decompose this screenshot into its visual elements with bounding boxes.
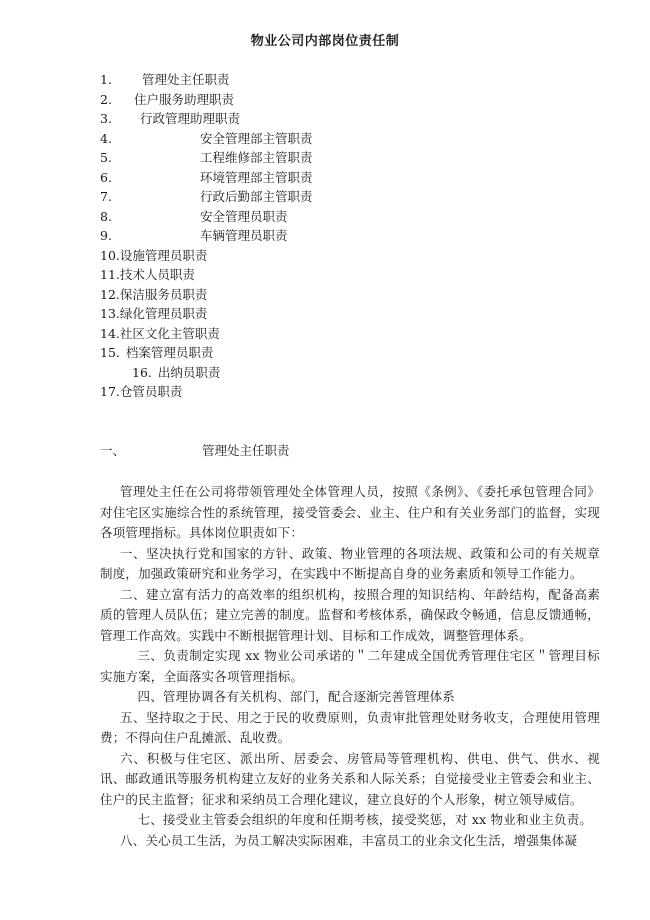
section-paragraph: 五、坚持取之于民、用之于民的收费原则，负责审批管理处财务收支，合理使用管理费；不得向住户乱摊派、乱收费。 <box>100 709 600 745</box>
section-paragraph: 七、接受业主管委会组织的年度和任期考核，接受奖惩，对 xx 物业和业主负责。 <box>137 812 593 827</box>
toc-item <box>100 304 560 324</box>
section-number: 一、 <box>100 443 126 458</box>
toc-item-label: 住户服务助理职责 <box>133 91 234 107</box>
toc-item-label: 保洁服务员职责 <box>119 286 208 302</box>
toc-item-number: 7. <box>100 189 112 204</box>
toc-item-number: 14. <box>100 325 120 341</box>
section-body <box>100 482 600 851</box>
toc-item-label: 工程维修部主管职责 <box>199 150 313 165</box>
toc-item-number: 9. <box>100 228 112 243</box>
toc-item-label: 行政后勤部主管职责 <box>199 189 313 204</box>
section-paragraph: 八、关心员工生活，为员工解决实际困难，丰富员工的业余文化生活，增强集体凝 <box>120 832 578 848</box>
toc-item-number: 16. <box>132 364 152 380</box>
toc-item <box>100 168 560 188</box>
section-paragraph: 四、管理协调各有关机构、部门，配合逐渐完善管理体系 <box>137 689 456 704</box>
toc-item-number: 5. <box>100 150 112 165</box>
section-paragraph: 三、负责制定实现 xx 物业公司承诺的＂二年建成全国优秀管理住宅区＂管理目标实施方案，全面落实各项管理指标。 <box>100 648 600 684</box>
toc-item-label: 车辆管理员职责 <box>199 228 288 243</box>
toc-item <box>100 265 560 285</box>
toc-item-number: 6. <box>100 169 112 185</box>
document-title: 物业公司内部岗位责任制 <box>250 34 400 49</box>
toc-item-number: 15. <box>100 345 120 360</box>
toc-item <box>100 148 560 168</box>
toc-item-number: 13. <box>100 306 120 321</box>
toc-item <box>100 109 560 129</box>
toc-item <box>100 90 560 110</box>
toc-item <box>100 129 560 149</box>
toc-item <box>100 382 560 402</box>
toc-item <box>100 207 560 227</box>
toc-item <box>100 343 560 363</box>
toc-item-number: 2. <box>100 91 112 107</box>
toc-item <box>100 226 560 246</box>
toc-item-label: 仓管员职责 <box>119 384 183 399</box>
toc-item-label: 行政管理助理职责 <box>139 111 240 126</box>
toc-item-label: 环境管理部主管职责 <box>199 169 313 185</box>
toc-item-label: 社区文化主管职责 <box>119 325 220 341</box>
toc-item-number: 1. <box>100 72 112 87</box>
section-paragraph: 六、积极与住宅区、派出所、居委会、房管局等管理机构、供电、供气、供水、视讯、邮政通讯等服务机构建立友好的业务关系和人际关系；自觉接受业主管委会和业主、住户的民主监督；征求和采纳员工合理化建议，建立良好的个人形象，树立领导威信。 <box>100 750 600 807</box>
section-paragraph: 二、建立富有活力的高效率的组织机构，按照合理的知识结构、年龄结构，配备高素质的管理人员队伍；建立完善的制度。监督和考核体系，确保政令畅通，信息反馈通畅，管理工作高效。实践中不断根据管理计划、目标和工作成效，调整管理体系。 <box>100 586 600 643</box>
section-paragraph: 管理处主任在公司将带领管理处全体管理人员，按照《条例》、《委托承包管理合同》对住宅区实施综合性的系统管理，接受管委会、业主、住户和有关业务部门的监督，实现各项管理指标。具体岗位职责如下： <box>100 484 600 540</box>
toc-item-number: 12. <box>100 286 120 302</box>
toc-item <box>100 70 560 90</box>
toc-item-label: 档案管理员职责 <box>125 345 214 360</box>
toc-item-label: 管理处主任职责 <box>141 72 230 87</box>
section-heading <box>100 441 560 461</box>
toc-item-label: 安全管理部主管职责 <box>199 130 313 146</box>
toc-item-number: 10. <box>100 247 120 263</box>
section-paragraph: 一、坚决执行党和国家的方针、政策、物业管理的各项法规、政策和公司的有关规章制度，加强政策研究和业务学习，在实践中不断提高自身的业务素质和领导工作能力。 <box>100 545 600 581</box>
toc-item-label: 技术人员职责 <box>119 267 195 282</box>
table-of-contents <box>100 70 560 402</box>
toc-item-label: 安全管理员职责 <box>199 208 288 224</box>
section-title: 管理处主任职责 <box>202 443 290 458</box>
toc-item-number: 11. <box>100 267 120 282</box>
toc-item-label: 绿化管理员职责 <box>119 306 208 321</box>
toc-item <box>100 363 560 383</box>
toc-item <box>100 246 560 266</box>
toc-item-number: 17. <box>100 384 120 399</box>
toc-item-number: 3. <box>100 111 112 126</box>
toc-item <box>100 324 560 344</box>
toc-item-label: 设施管理员职责 <box>119 247 208 263</box>
toc-item-number: 8. <box>100 208 112 224</box>
toc-item <box>100 285 560 305</box>
toc-item <box>100 187 560 207</box>
toc-item-label: 出纳员职责 <box>157 364 221 380</box>
toc-item-number: 4. <box>100 130 112 146</box>
